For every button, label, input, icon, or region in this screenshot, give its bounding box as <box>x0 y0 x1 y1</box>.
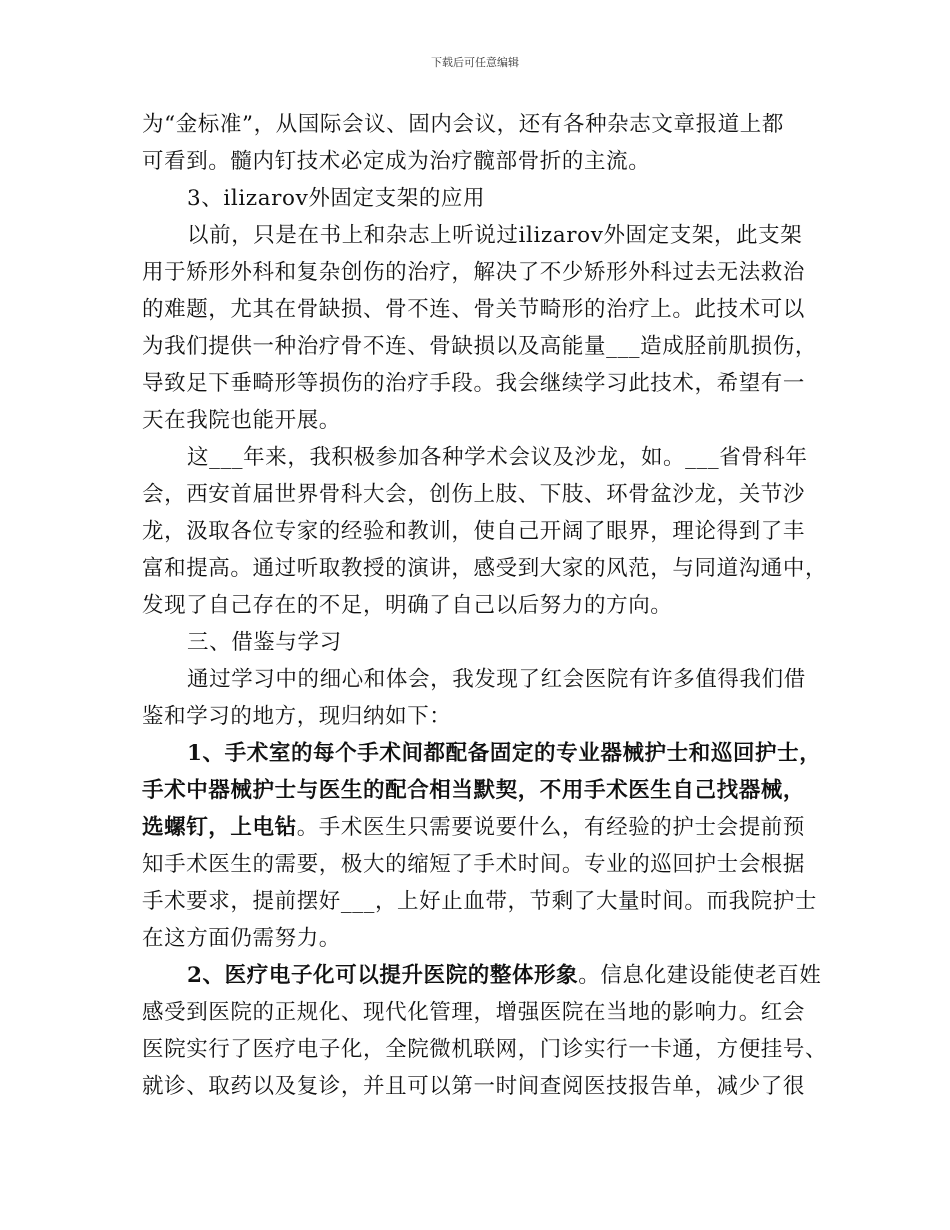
text-line-rest: 。手术医生只需要说要什么，有经验的护士会提前预 <box>296 815 806 840</box>
text-line: 以前，只是在书上和杂志上听说过ilizarov外固定支架，此支架 <box>187 223 803 248</box>
text-line: 知手术医生的需要，极大的缩短了手术时间。专业的巡回护士会根据 <box>142 852 806 877</box>
text-line: 鉴和学习的地方，现归纳如下： <box>142 704 452 729</box>
text-line <box>142 809 822 846</box>
text-line: 用于矫形外科和复杂创伤的治疗，解决了不少矫形外科过去无法救治 <box>142 260 806 285</box>
section-heading: 3、ilizarov外固定支架的应用 <box>187 186 486 211</box>
text-line-rest: 。信息化建设能使老百姓 <box>578 963 822 988</box>
bold-lead-text: 2、医疗电子化可以提升医院的整体形象 <box>187 963 579 988</box>
text-line: 的难题，尤其在骨缺损、骨不连、骨关节畸形的治疗上。此技术可以 <box>142 297 806 322</box>
bold-lead-text: 选螺钉，上电钻 <box>142 815 297 840</box>
text-line: 感受到医院的正规化、现代化管理，增强医院在当地的影响力。红会 <box>142 1000 806 1025</box>
section-heading: 三、借鉴与学习 <box>187 630 342 655</box>
text-line: 可看到。髓内钉技术必定成为治疗髋部骨折的主流。 <box>142 149 651 174</box>
text-line: 这___年来，我积极参加各种学术会议及沙龙，如。___省骨科年 <box>187 445 808 470</box>
text-line: 就诊、取药以及复诊，并且可以第一时间查阅医技报告单，减少了很 <box>142 1074 806 1099</box>
text-line: 龙，汲取各位专家的经验和教训，使自己开阔了眼界，理论得到了丰 <box>142 519 806 544</box>
bold-text-line: 手术中器械护士与医生的配合相当默契，不用手术医生自己找器械， <box>142 778 806 803</box>
document-body <box>142 106 828 1105</box>
text-line: 通过学习中的细心和体会，我发现了红会医院有许多值得我们借 <box>187 667 806 692</box>
text-line: 天在我院也能开展。 <box>142 408 341 433</box>
text-line: 发现了自己存在的不足，明确了自己以后努力的方向。 <box>142 593 673 618</box>
text-line: 会，西安首届世界骨科大会，创伤上肢、下肢、环骨盆沙龙，关节沙 <box>142 482 806 507</box>
text-line: 为我们提供一种治疗骨不连、骨缺损以及高能量___造成胫前肌损伤， <box>142 334 817 359</box>
text-line: 手术要求，提前摆好___，上好止血带，节剩了大量时间。而我院护士 <box>142 889 817 914</box>
text-line: 在这方面仍需努力。 <box>142 926 341 951</box>
bold-text-line: 1、手术室的每个手术间都配备固定的专业器械护士和巡回护士， <box>187 741 822 766</box>
text-line: 医院实行了医疗电子化，全院微机联网，门诊实行一卡通，方便挂号、 <box>142 1037 828 1062</box>
text-line: 富和提高。通过听取教授的演讲，感受到大家的风范，与同道沟通中， <box>142 556 828 581</box>
text-line <box>142 957 822 994</box>
text-line: 导致足下垂畸形等损伤的治疗手段。我会继续学习此技术，希望有一 <box>142 371 806 396</box>
text-line: 为“金标准”，从国际会议、固内会议，还有各种杂志文章报道上都 <box>142 112 784 137</box>
page-header: 下载后可任意编辑 <box>431 56 519 69</box>
